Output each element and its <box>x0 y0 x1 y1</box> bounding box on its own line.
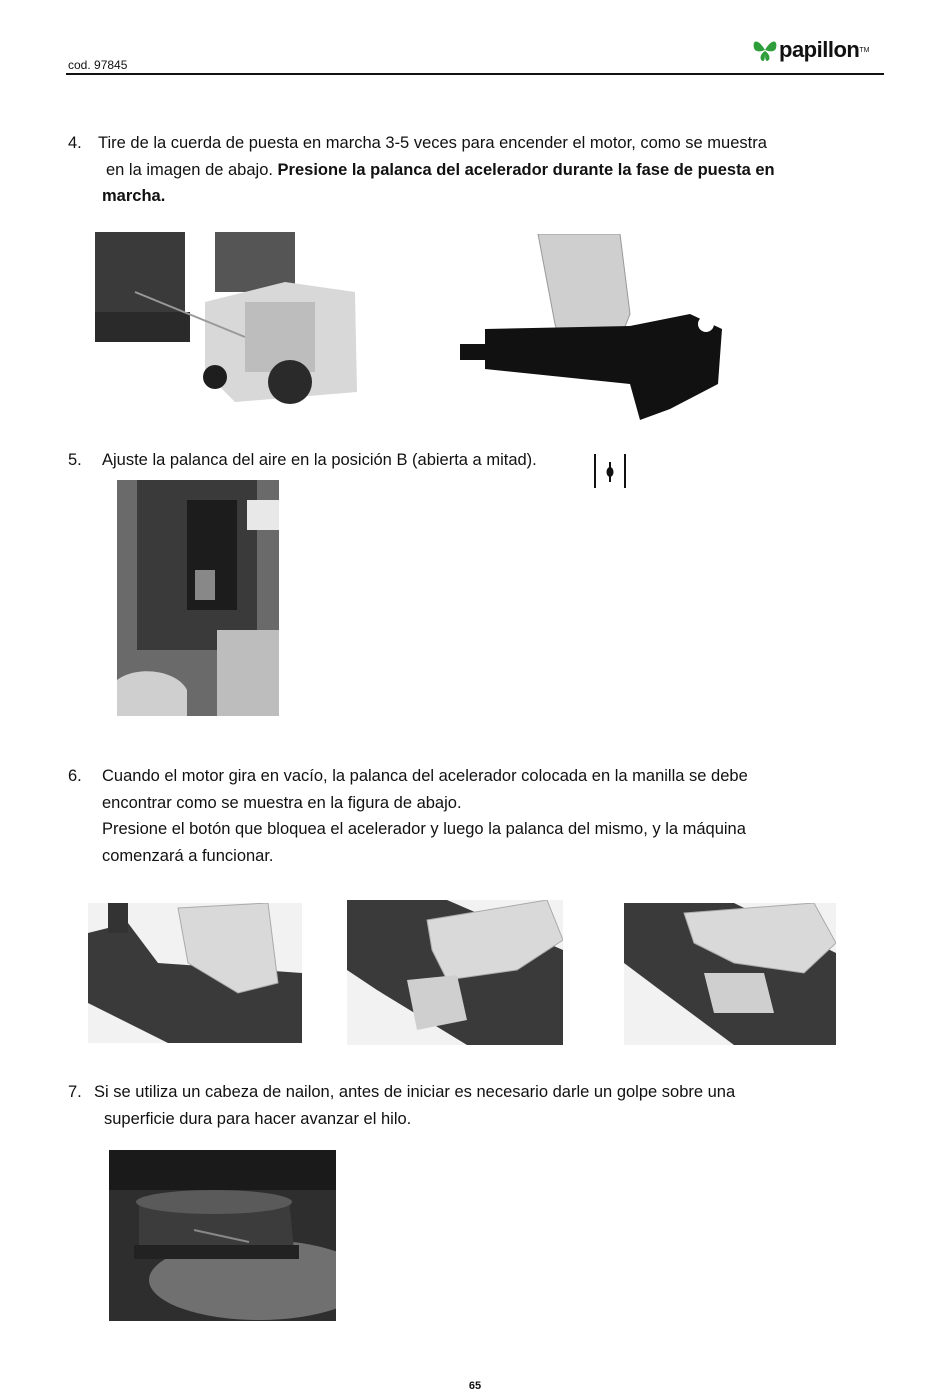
step-text-line: encontrar como se muestra en la figura de abajo. <box>102 793 462 812</box>
step-text-line: superficie dura para hacer avanzar el hilo. <box>104 1109 412 1128</box>
step-5 <box>68 447 628 474</box>
step-text-line: Si se utiliza un cabeza de nailon, antes de iniciar es necesario darle un golpe sobre una <box>94 1083 736 1101</box>
brand-logo <box>752 34 869 66</box>
step-number: 5. <box>68 451 82 469</box>
step-number: 4. <box>68 134 82 152</box>
document-code: cod. 97845 <box>68 58 128 72</box>
step-text-regular: en la imagen de abajo. <box>106 160 278 179</box>
butterfly-icon <box>752 36 778 64</box>
step-text-bold: Presione la palanca del acelerador durante la fase de puesta en <box>277 160 775 179</box>
step-6 <box>68 763 888 869</box>
page-number: 65 <box>468 1380 482 1392</box>
step-number: 6. <box>68 767 82 785</box>
photo-handle-grip-3 <box>624 903 836 1045</box>
brand-name: papillon <box>779 37 860 62</box>
step-4 <box>68 130 888 210</box>
step-text-line: marcha. <box>102 187 166 205</box>
photo-handle-grip-2 <box>347 900 563 1045</box>
choke-half-open-icon <box>592 452 628 490</box>
step-text-line: Tire de la cuerda de puesta en marcha 3-5 veces para encender el motor, como se muestra <box>98 134 767 152</box>
step-7 <box>68 1079 888 1132</box>
step-number: 7. <box>68 1083 82 1101</box>
photo-pulling-starter-cord <box>95 232 357 412</box>
photo-handle-grip-1 <box>88 903 302 1043</box>
step-text-line: comenzará a funcionar. <box>102 846 274 865</box>
photo-choke-lever <box>117 480 279 716</box>
step-text-line: Ajuste la palanca del aire en la posición B (abierta a mitad). <box>102 451 537 469</box>
step-text-line: Cuando el motor gira en vacío, la palanca del acelerador colocada en la manilla se debe <box>102 767 748 785</box>
step-text-line: Presione el botón que bloquea el acelerador y luego la palanca del mismo, y la máquina <box>102 820 746 838</box>
header-divider <box>66 73 884 75</box>
step-text-line <box>68 157 888 184</box>
photo-nylon-head-tap <box>109 1150 336 1321</box>
photo-throttle-handle-drawing <box>460 234 728 420</box>
trademark-mark: TM <box>859 46 870 54</box>
